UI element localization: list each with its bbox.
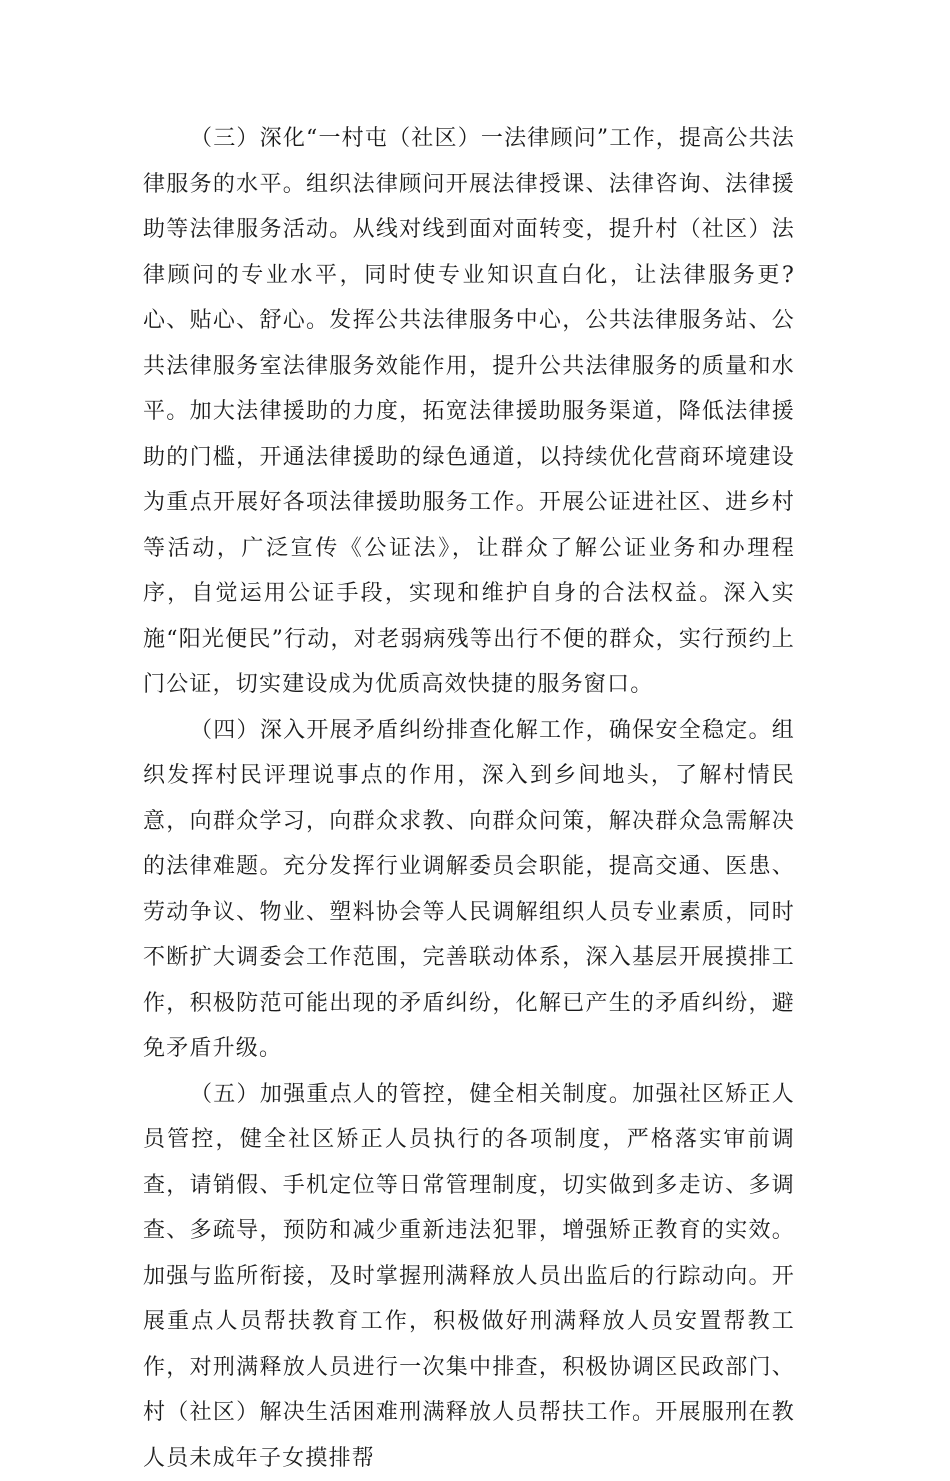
document-body xyxy=(143,116,795,1481)
paragraph-public-legal-services: （三）深化“一村屯（社区）一法律顾问”工作，提高公共法律服务的水平。组织法律顾问开展法律授课、法律咨询、法律援助等法律服务活动。从线对线到面对面转变，提升村（社区）法律顾问的专业水平，同时使专业知识直白化，让法律服务更?心、贴心、舒心。发挥公共法律服务中心，公共法律服务站、公共法律服务室法律服务效能作用，提升公共法律服务的质量和水平。加大法律援助的力度，拓宽法律援助服务渠道，降低法律援助的门槛，开通法律援助的绿色通道，以持续优化营商环境建设为重点开展好各项法律援助服务工作。开展公证进社区、进乡村等活动，广泛宣传《公证法》，让群众了解公证业务和办理程序，自觉运用公证手段，实现和维护自身的合法权益。深入实施“阳光便民”行动，对老弱病残等出行不便的群众，实行预约上门公证，切实建设成为优质高效快捷的服务窗口。 xyxy=(143,116,795,708)
paragraph-dispute-resolution: （四）深入开展矛盾纠纷排查化解工作，确保安全稳定。组织发挥村民评理说事点的作用，深入到乡间地头，了解村情民意，向群众学习，向群众求教、向群众问策，解决群众急需解决的法律难题。充分发挥行业调解委员会职能，提高交通、医患、劳动争议、物业、塑料协会等人民调解组织人员专业素质，同时不断扩大调委会工作范围，完善联动体系，深入基层开展摸排工作，积极防范可能出现的矛盾纠纷，化解已产生的矛盾纠纷，避免矛盾升级。 xyxy=(143,708,795,1072)
paragraph-key-personnel-control: （五）加强重点人的管控，健全相关制度。加强社区矫正人员管控，健全社区矫正人员执行的各项制度，严格落实审前调查，请销假、手机定位等日常管理制度，切实做到多走访、多调查、多疏导，预防和减少重新违法犯罪，增强矫正教育的实效。加强与监所衔接，及时掌握刑满释放人员出监后的行踪动向。开展重点人员帮扶教育工作，积极做好刑满释放人员安置帮教工作，对刑满释放人员进行一次集中排查，积极协调区民政部门、村（社区）解决生活困难刑满释放人员帮扶工作。开展服刑在教人员未成年子女摸排帮 xyxy=(143,1072,795,1481)
